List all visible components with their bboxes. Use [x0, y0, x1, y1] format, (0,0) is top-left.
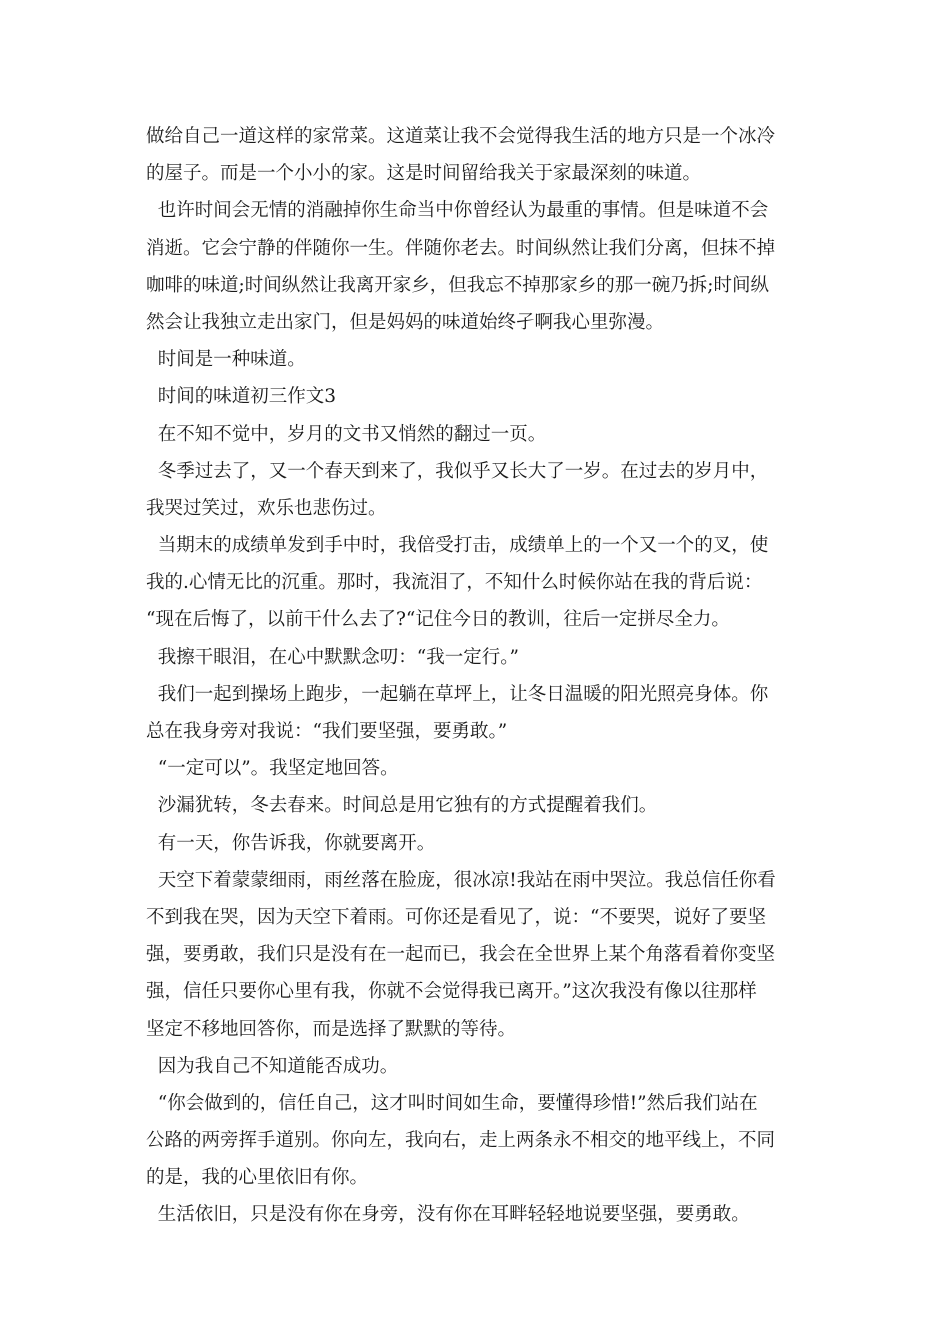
text-line: 有一天，你告诉我，你就要离开。: [146, 832, 436, 854]
text-line: 强，要勇敢，我们只是没有在一起而已，我会在全世界上某个角落看着你变坚: [146, 944, 776, 966]
text-line: 坚定不移地回答你，而是选择了默默的等待。: [146, 1018, 517, 1040]
text-line: 消逝。它会宁静的伴随你一生。伴随你老去。时间纵然让我们分离，但抹不掉: [146, 237, 776, 259]
text-line: 也许时间会无情的消融掉你生命当中你曾经认为最重的事情。但是味道不会: [146, 200, 769, 222]
text-line: 的屋子。而是一个小小的家。这是时间留给我关于家最深刻的味道。: [146, 163, 702, 185]
text-line: 沙漏犹转，冬去春来。时间总是用它独有的方式提醒着我们。: [146, 795, 658, 817]
text-line: 因为我自己不知道能否成功。: [146, 1055, 399, 1077]
text-line: 时间是一种味道。: [146, 349, 306, 371]
text-line: 生活依旧，只是没有你在身旁，没有你在耳畔轻轻地说要坚强，要勇敢。: [146, 1204, 750, 1226]
text-line: 当期末的成绩单发到手中时，我倍受打击，成绩单上的一个又一个的叉，使: [146, 535, 769, 557]
text-line: 我擦干眼泪，在心中默默念叨：“我一定行。”: [146, 646, 519, 668]
text-line: 冬季过去了，又一个春天到来了，我似乎又长大了一岁。在过去的岁月中，: [146, 460, 769, 482]
text-line: “一定可以”。我坚定地回答。: [146, 758, 399, 780]
text-line: 我的.心情无比的沉重。那时，我流泪了，不知什么时候你站在我的背后说：: [146, 572, 763, 594]
section-heading: 时间的味道初三作文3: [146, 386, 337, 408]
text-line: 的是，我的心里依旧有你。: [146, 1167, 369, 1189]
text-line: 我哭过笑过，欢乐也悲伤过。: [146, 497, 387, 519]
text-line: 然会让我独立走出家门，但是妈妈的味道始终孑啊我心里弥漫。: [146, 311, 665, 333]
text-line: 天空下着蒙蒙细雨，雨丝落在脸庞，很冰凉!我站在雨中哭泣。我总信任你看: [146, 869, 776, 891]
text-line: 做给自己一道这样的家常菜。这道菜让我不会觉得我生活的地方只是一个冰冷: [146, 126, 776, 147]
text-line: 总在我身旁对我说：“我们要坚强，要勇敢。”: [146, 721, 508, 742]
text-line: 在不知不觉中，岁月的文书又悄然的翻过一页。: [146, 423, 547, 445]
text-line: 强，信任只要你心里有我，你就不会觉得我已离开。”这次我没有像以往那样: [146, 981, 757, 1003]
text-line: 不到我在哭，因为天空下着雨。可你还是看见了，说：“不要哭，说好了要坚: [146, 906, 766, 928]
text-line: “你会做到的，信任自己，这才叫时间如生命，要懂得珍惜!”然后我们站在: [146, 1092, 758, 1114]
text-line: 公路的两旁挥手道别。你向左，我向右，走上两条永不相交的地平线上，不同: [146, 1130, 776, 1152]
document-body: [146, 118, 814, 1234]
text-line: 我们一起到操场上跑步，一起躺在草坪上，让冬日温暖的阳光照亮身体。你: [146, 683, 769, 705]
text-line: “现在后悔了，以前干什么去了?“记住今日的教训，往后一定拼尽全力。: [146, 609, 730, 631]
text-line: 咖啡的味道;时间纵然让我离开家乡，但我忘不掉那家乡的那一碗乃拆;时间纵: [146, 274, 769, 296]
